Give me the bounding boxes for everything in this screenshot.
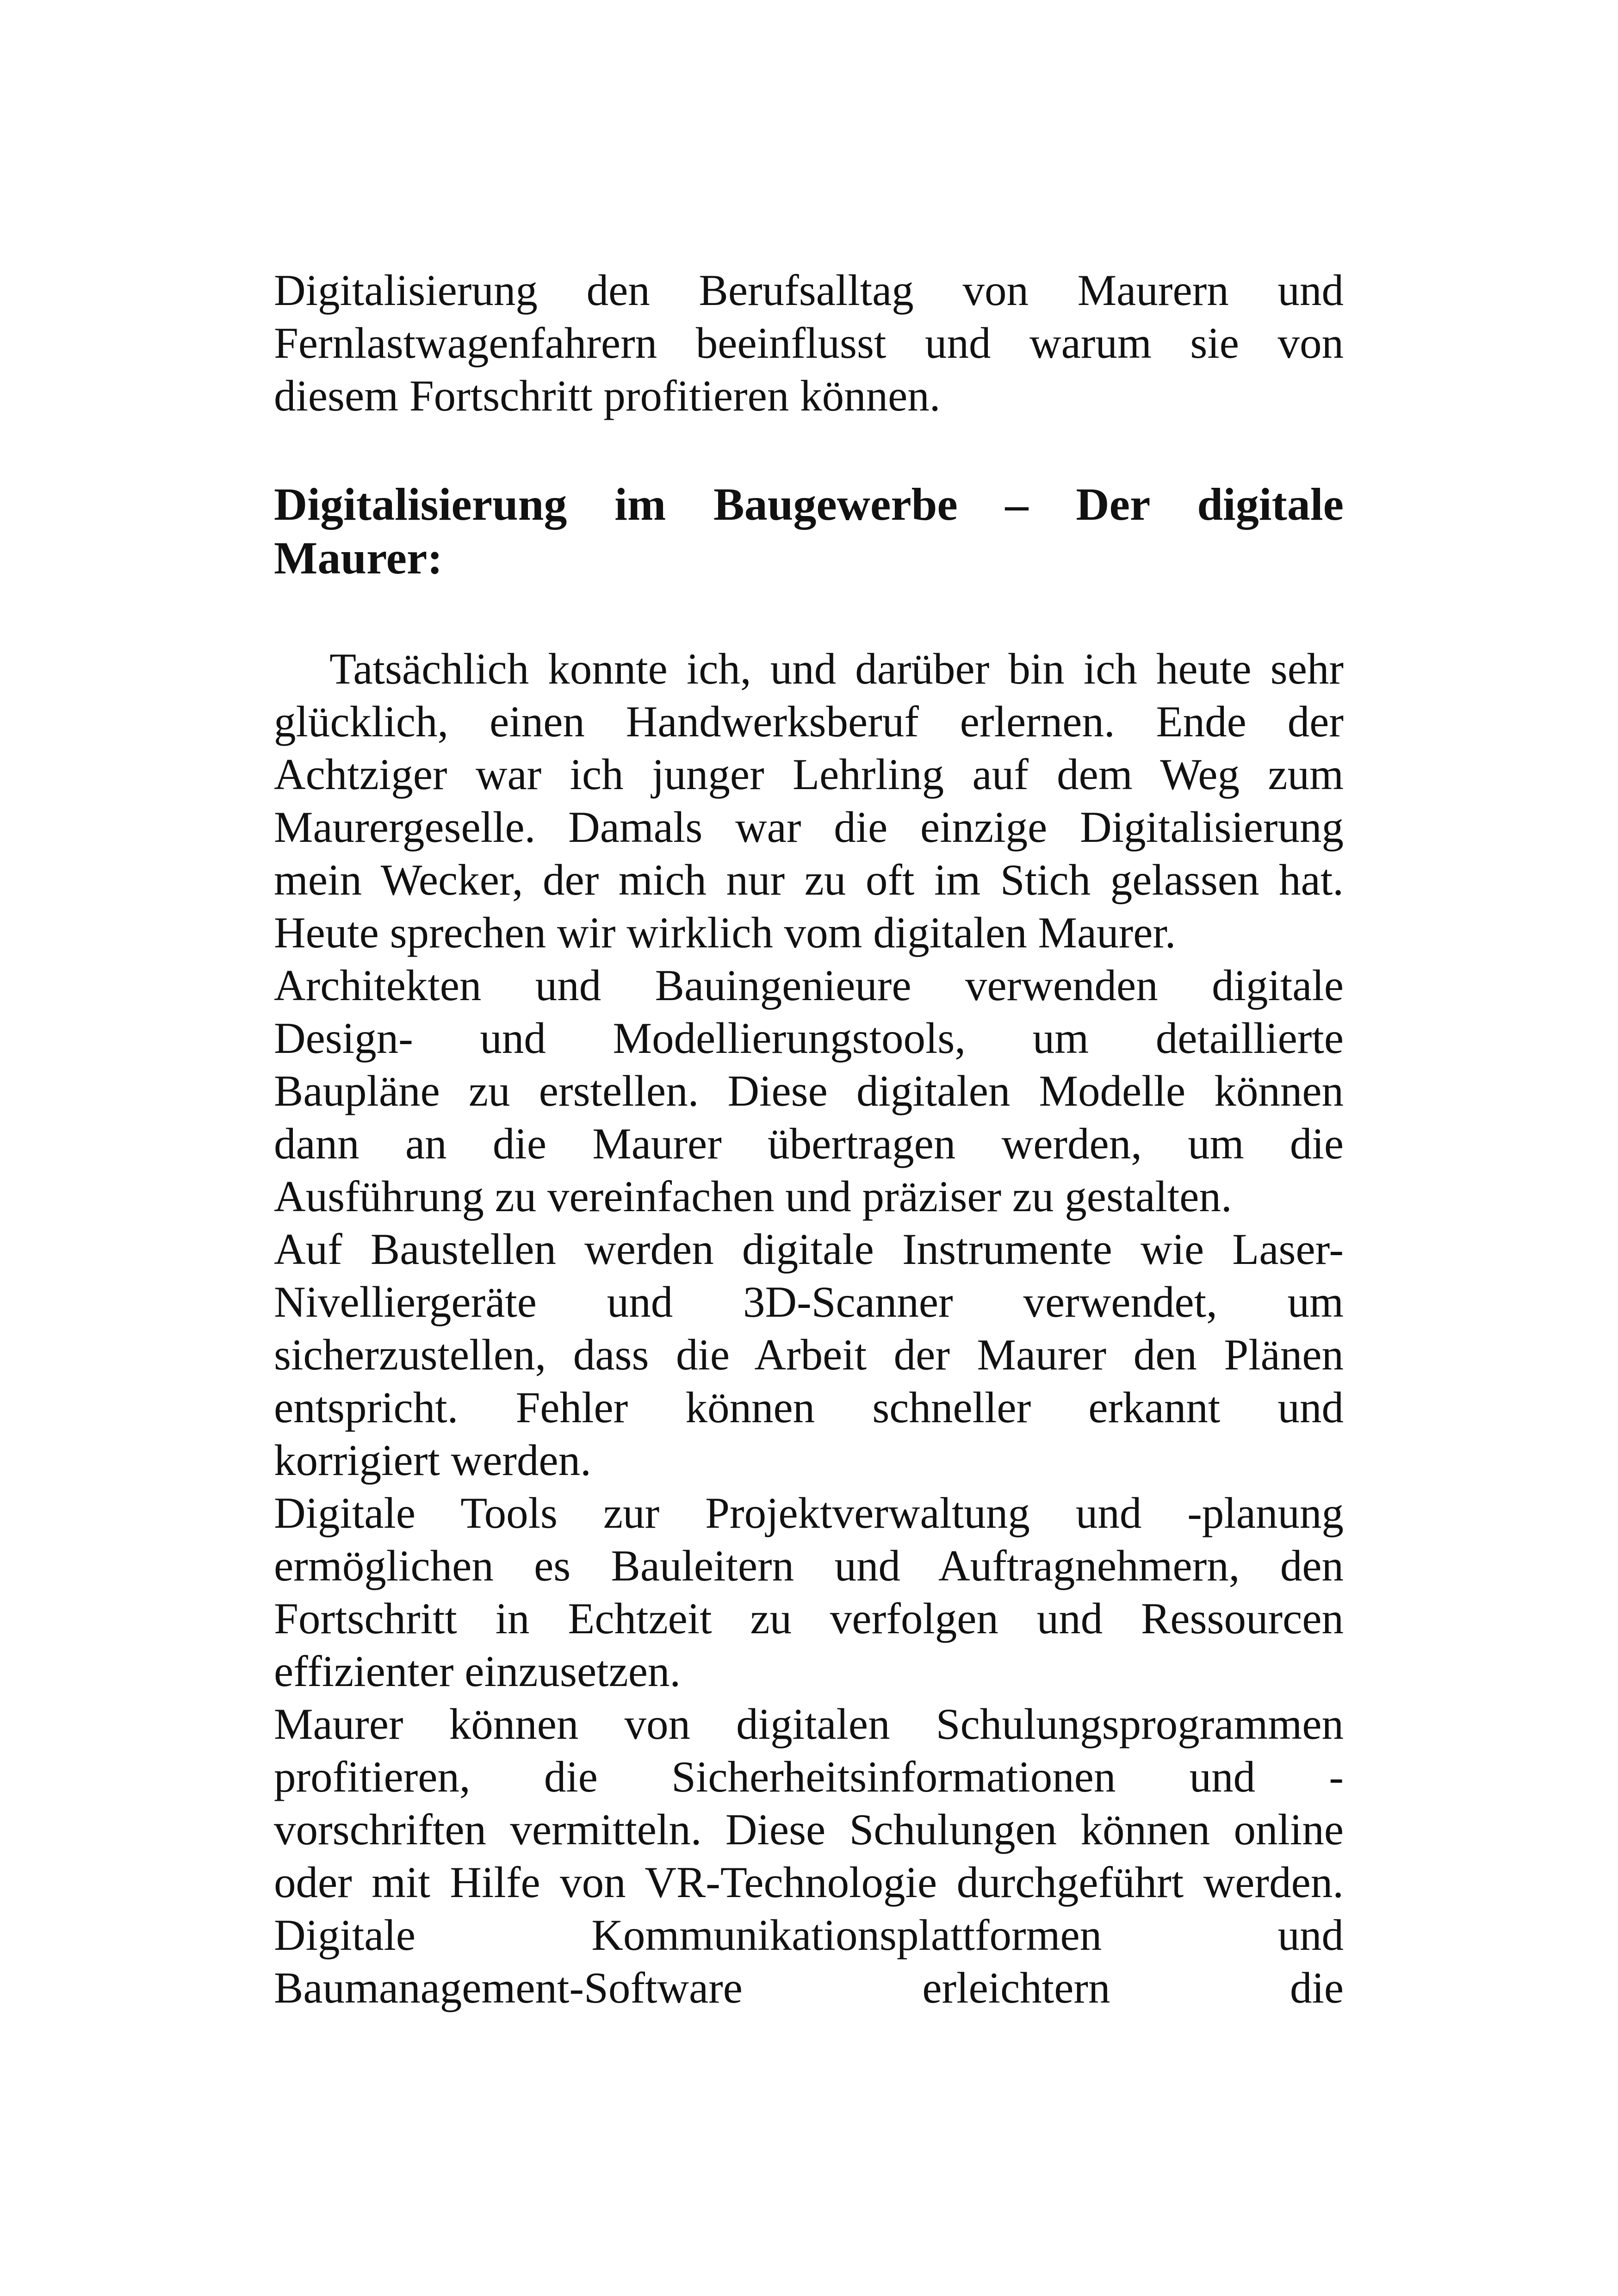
paragraph-line: glücklich, einen Handwerksberuf erlernen. Ende der: [274, 697, 1344, 746]
paragraph-line: Digitale Kommunikationsplattformen und: [274, 1910, 1344, 1960]
text-column: [274, 264, 1344, 2014]
intro-line: Digitalisierung den Berufsalltag von Maurern und: [274, 266, 1344, 315]
paragraph-line: Fortschritt in Echtzeit zu verfolgen und Ressourcen: [274, 1594, 1344, 1643]
paragraph-line: Auf Baustellen werden digitale Instrumente wie Laser-: [274, 1225, 1344, 1274]
section-heading-line: Maurer:: [274, 532, 443, 584]
paragraph-line: Baupläne zu erstellen. Diese digitalen Modelle können: [274, 1066, 1344, 1115]
paragraph-line: Achtziger war ich junger Lehrling auf dem Weg zum: [274, 750, 1344, 799]
paragraph-line: Baumanagement-Software erleichtern die: [274, 1963, 1344, 2012]
paragraph-line: dann an die Maurer übertragen werden, um die: [274, 1119, 1344, 1168]
paragraph-line: Architekten und Bauingenieure verwenden digitale: [274, 961, 1344, 1010]
intro-line: diesem Fortschritt profitieren können.: [274, 371, 941, 420]
intro-line: Fernlastwagenfahrern beeinflusst und warum sie von: [274, 318, 1344, 367]
body-paragraph: [274, 959, 1344, 1223]
paragraph-line: Digitale Tools zur Projektverwaltung und -planung: [274, 1488, 1344, 1537]
paragraph-line: entspricht. Fehler können schneller erkannt und: [274, 1383, 1344, 1432]
paragraph-line: profitieren, die Sicherheitsinformationen und -: [274, 1752, 1344, 1801]
paragraph-line: mein Wecker, der mich nur zu oft im Stich gelassen hat.: [274, 855, 1344, 904]
paragraph-line: ermöglichen es Bauleitern und Auftragnehmern, den: [274, 1541, 1344, 1590]
body-paragraph: [274, 1909, 1344, 2014]
section-heading: [274, 478, 1344, 585]
paragraph-line: Nivelliergeräte und 3D-Scanner verwendet, um: [274, 1277, 1344, 1326]
paragraph-line: Maurergeselle. Damals war die einzige Digitalisierung: [274, 803, 1344, 852]
paragraph-line: vorschriften vermitteln. Diese Schulungen können online: [274, 1805, 1344, 1854]
paragraph-line: Design- und Modellierungstools, um detaillierte: [274, 1014, 1344, 1063]
paragraph-line: Heute sprechen wir wirklich vom digitalen Maurer.: [274, 908, 1176, 957]
body-paragraph: [274, 1487, 1344, 1698]
body-paragraph: [274, 642, 1344, 959]
section-heading-line: Digitalisierung im Baugewerbe – Der digitale: [274, 479, 1344, 530]
body-paragraph: [274, 1223, 1344, 1487]
paragraph-line: Ausführung zu vereinfachen und präziser zu gestalten.: [274, 1172, 1232, 1221]
body-paragraph: [274, 1698, 1344, 1909]
paragraph-line: effizienter einzusetzen.: [274, 1647, 681, 1696]
paragraph-line: Tatsächlich konnte ich, und darüber bin ich heute sehr: [329, 644, 1344, 693]
paragraph-line: korrigiert werden.: [274, 1436, 591, 1485]
paragraph-line: Maurer können von digitalen Schulungsprogrammen: [274, 1699, 1344, 1748]
paragraph-line: sicherzustellen, dass die Arbeit der Maurer den Plänen: [274, 1330, 1344, 1379]
intro-paragraph: [274, 264, 1344, 422]
paragraph-line: oder mit Hilfe von VR-Technologie durchgeführt werden.: [274, 1858, 1344, 1907]
